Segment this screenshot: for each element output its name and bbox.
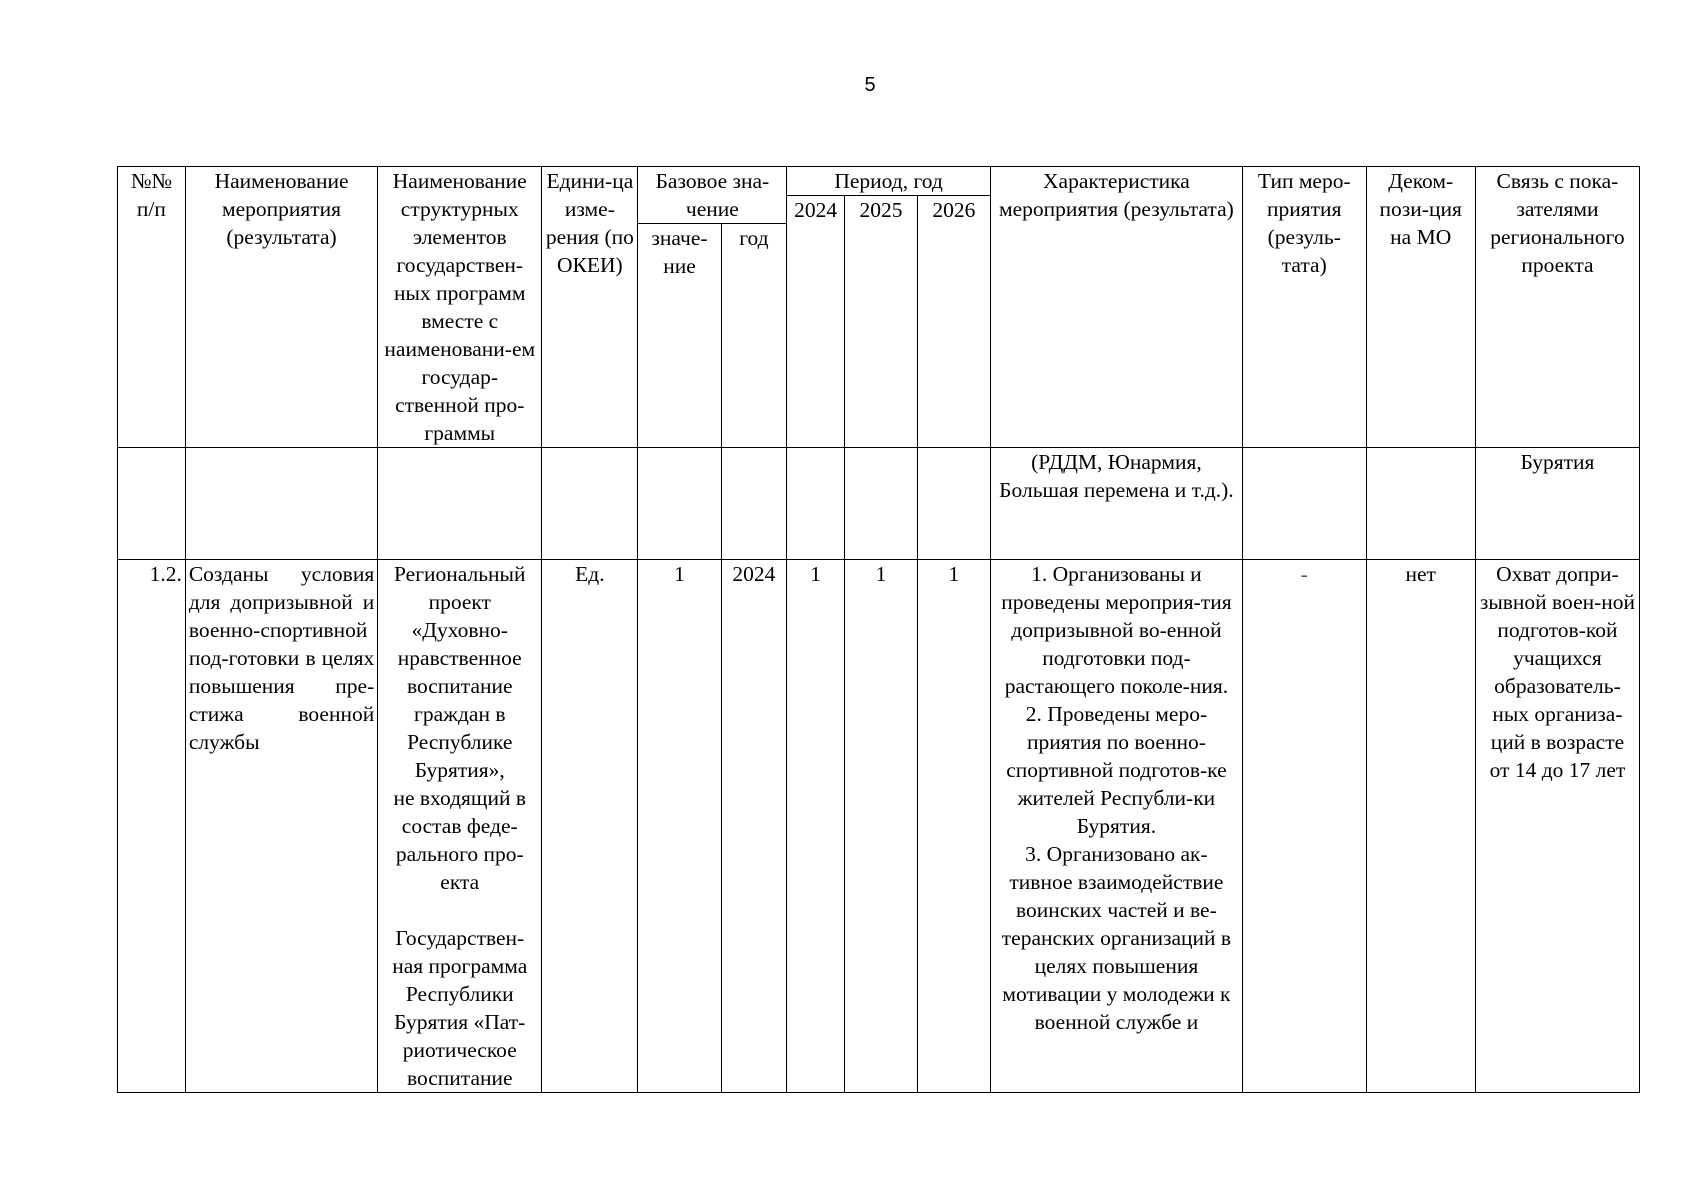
row-num: 1.2.	[118, 560, 186, 1093]
header-base-value: Базовое зна-чение	[638, 167, 787, 224]
continuation-row	[118, 448, 1640, 560]
cont-cell-2024	[787, 448, 845, 560]
header-measure-type: Тип меро-приятия (резуль-тата)	[1242, 167, 1366, 448]
header-year-2024: 2024	[787, 196, 845, 448]
row-base-value: 1	[638, 560, 721, 1093]
header-base-value-year: год	[721, 224, 787, 448]
row-unit: Ед.	[542, 560, 638, 1093]
header-measure-name: Наименование мероприятия (результата)	[185, 167, 377, 448]
cont-cell-base-year	[721, 448, 787, 560]
header-link: Связь с пока-зателями регионального проекта	[1475, 167, 1639, 448]
cont-cell-2025	[845, 448, 918, 560]
row-measure-name: Созданы условия для допризывной и военно-спортивной под-готовки в целях повышения пре-стижа военной службы	[185, 560, 377, 1093]
header-unit: Едини-ца изме-рения (по ОКЕИ)	[542, 167, 638, 448]
header-base-value-value: значе-ние	[638, 224, 721, 448]
cont-cell-name	[185, 448, 377, 560]
row-struct-part1: Региональный проект «Духовно-нравственное воспитание граждан в Республике Бурятия», не входящий в состав феде-рального про-екта	[393, 562, 527, 894]
page-number: 5	[864, 74, 876, 96]
measures-table	[117, 166, 1640, 1093]
cont-cell-base-value	[638, 448, 721, 560]
header-decomposition: Деком-пози-ция на МО	[1366, 167, 1475, 448]
cont-cell-struct	[378, 448, 542, 560]
header-period: Период, год	[787, 167, 991, 196]
cont-cell-decomposition	[1366, 448, 1475, 560]
row-value-2024: 1	[787, 560, 845, 1093]
row-characteristic: 1. Организованы и проведены мероприя-тия допризывной во-енной подготовки под-растающего поколе-ния. 2. Проведены меро-приятия по военно-спортивной подготов-ке жителей Республи-ки Бурятия. 3. Организовано ак-тивное взаимодействие воинских частей и ве-теранских организаций в целях повышения мотивации у молодежи к военной службе и	[990, 560, 1242, 1093]
row-base-year: 2024	[721, 560, 787, 1093]
cont-cell-type	[1242, 448, 1366, 560]
cont-link: Бурятия	[1475, 448, 1639, 560]
cont-characteristic: (РДДМ, Юнармия, Большая перемена и т.д.).	[990, 448, 1242, 560]
row-measure-type: -	[1242, 560, 1366, 1093]
header-year-2025: 2025	[845, 196, 918, 448]
row-decomposition: нет	[1366, 560, 1475, 1093]
row-struct-part2: Государствен-ная программа Республики Бурятия «Пат-риотическое воспитание	[392, 926, 528, 1090]
table-row	[118, 560, 1640, 1093]
cont-cell-num	[118, 448, 186, 560]
row-value-2026: 1	[917, 560, 990, 1093]
row-link: Охват допри-зывной воен-ной подготов-кой учащихся образователь-ных организа-ций в возрасте от 14 до 17 лет	[1475, 560, 1639, 1093]
header-characteristic: Характеристика мероприятия (результата)	[990, 167, 1242, 448]
cont-cell-unit	[542, 448, 638, 560]
row-struct-elements	[378, 560, 542, 1093]
header-year-2026: 2026	[917, 196, 990, 448]
row-value-2025: 1	[845, 560, 918, 1093]
header-row	[118, 167, 1640, 196]
header-num: №№ п/п	[118, 167, 186, 448]
cont-cell-2026	[917, 448, 990, 560]
header-struct-elements: Наименование структурных элементов государствен-ных программ вместе с наименовани-ем государ-ственной про-граммы	[378, 167, 542, 448]
